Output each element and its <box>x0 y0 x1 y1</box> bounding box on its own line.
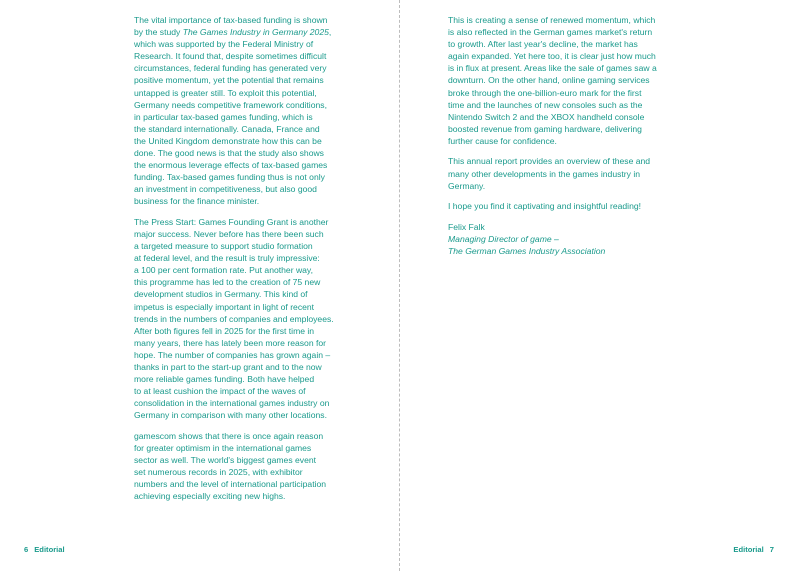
text-line: The vital importance of tax-based funding is shown <box>134 15 328 25</box>
text-line: development studios in Germany. This kind of <box>134 289 308 300</box>
text-line: thanks in part to the start-up grant and to the now <box>134 362 322 373</box>
text-line: Germany needs competitive framework conditions, <box>134 99 327 110</box>
section-label: Editorial <box>34 545 65 554</box>
page-number: 6 <box>24 545 29 554</box>
text-line: positive momentum, yet the potential that remains <box>134 75 324 86</box>
text-line: the standard internationally. Canada, France and <box>134 123 320 134</box>
text-line: trends in the numbers of companies and employees. <box>134 313 334 324</box>
paragraph-market-momentum <box>448 14 680 147</box>
text-line: done. The good news is that the study also shows <box>134 148 324 159</box>
paragraph-founding-grant <box>134 216 359 422</box>
text-line: the United Kingdom demonstrate how this can be <box>134 135 322 146</box>
text-line: I hope you find it captivating and insightful reading! <box>448 201 642 212</box>
text-line: by the study The Games Industry in Germany 2025, <box>134 27 332 38</box>
paragraph-tax-funding <box>134 14 359 208</box>
text-line: set numerous records in 2025, with exhibitor <box>134 467 303 478</box>
text-line: Germany in comparison with many other locations. <box>134 410 327 421</box>
text-line: major success. Never before has there been such <box>134 228 324 239</box>
text-line: Nintendo Switch 2 and the XBOX handheld console <box>448 111 645 122</box>
text-line: again expanded. Yet here too, it is clear just how much <box>448 51 656 62</box>
page-number: 7 <box>769 545 774 554</box>
text-line: to at least cushion the impact of the waves of <box>134 386 306 397</box>
text-line: consolidation in the international games industry on <box>134 398 330 409</box>
text-line: After both figures fell in 2025 for the first time in <box>134 325 315 336</box>
study-title: The Games Industry in Germany 2025 <box>182 27 329 38</box>
signature-organization: The German Games Industry Association <box>448 245 606 256</box>
left-page-text-column <box>134 14 359 511</box>
text-line: which was supported by the Federal Ministry of <box>134 39 314 50</box>
text-line: boosted revenue from gaming hardware, delivering <box>448 123 642 134</box>
text-fragment: by the study <box>134 27 183 38</box>
text-line: Research. It found that, despite sometimes difficult <box>134 51 327 62</box>
text-line: an investment in competitiveness, but also good <box>134 184 317 195</box>
signature-name: Felix Falk <box>448 221 485 232</box>
text-line: further cause for confidence. <box>448 135 557 146</box>
signature-role: Managing Director of game – <box>448 233 559 244</box>
text-line: The Press Start: Games Founding Grant is another <box>134 216 329 227</box>
text-line: is in flux at present. Areas like the sale of games saw a <box>448 63 657 74</box>
text-line: circumstances, federal funding has generated very <box>134 63 327 74</box>
text-line: funding. Tax-based games funding thus is not only <box>134 172 325 183</box>
text-line: many years, there has lately been more reason for <box>134 337 327 348</box>
paragraph-closing <box>448 200 680 212</box>
text-line: sector as well. The world's biggest games event <box>134 455 317 466</box>
right-page-footer <box>733 545 780 554</box>
text-line: a 100 per cent formation rate. Put another way, <box>134 265 313 276</box>
text-line: hope. The number of companies has grown again – <box>134 349 331 360</box>
text-line: gamescom shows that there is once again reason <box>134 430 324 441</box>
right-page-text-column <box>448 14 680 257</box>
text-line: broke through the one-billion-euro mark for the first <box>448 87 642 98</box>
signature-block <box>448 221 680 257</box>
text-line: this programme has led to the creation of 75 new <box>134 277 321 288</box>
text-line: at federal level, and the result is truly impressive: <box>134 253 320 264</box>
paragraph-annual-report <box>448 155 680 191</box>
text-line: many other developments in the games industry in <box>448 168 641 179</box>
text-line: Germany. <box>448 180 486 191</box>
text-line: the enormous leverage effects of tax-based games <box>134 160 328 171</box>
text-line: in particular tax-based games funding, which is <box>134 111 313 122</box>
text-line: time and the launches of new consoles such as the <box>448 99 643 110</box>
section-label: Editorial <box>733 545 764 554</box>
text-line: This annual report provides an overview of these and <box>448 156 651 167</box>
text-line: untapped is greater still. To exploit this potential, <box>134 87 317 98</box>
text-line: for greater optimism in the international games <box>134 442 312 453</box>
text-line: a targeted measure to support studio formation <box>134 241 313 252</box>
text-line: business for the finance minister. <box>134 196 260 207</box>
text-line: achieving especially exciting new highs. <box>134 491 286 502</box>
text-line: numbers and the level of international participation <box>134 479 327 490</box>
paragraph-gamescom <box>134 430 359 503</box>
text-line: to growth. After last year's decline, the market has <box>448 39 638 50</box>
text-line: impetus is especially important in light of recent <box>134 301 315 312</box>
left-page-footer <box>18 545 65 554</box>
text-line: more reliable games funding. Both have helped <box>134 374 315 385</box>
text-line: This is creating a sense of renewed momentum, which <box>448 15 656 25</box>
text-line: downturn. On the other hand, online gaming services <box>448 75 650 86</box>
page-fold-divider <box>399 0 400 571</box>
text-line: is also reflected in the German games market's return <box>448 27 653 38</box>
